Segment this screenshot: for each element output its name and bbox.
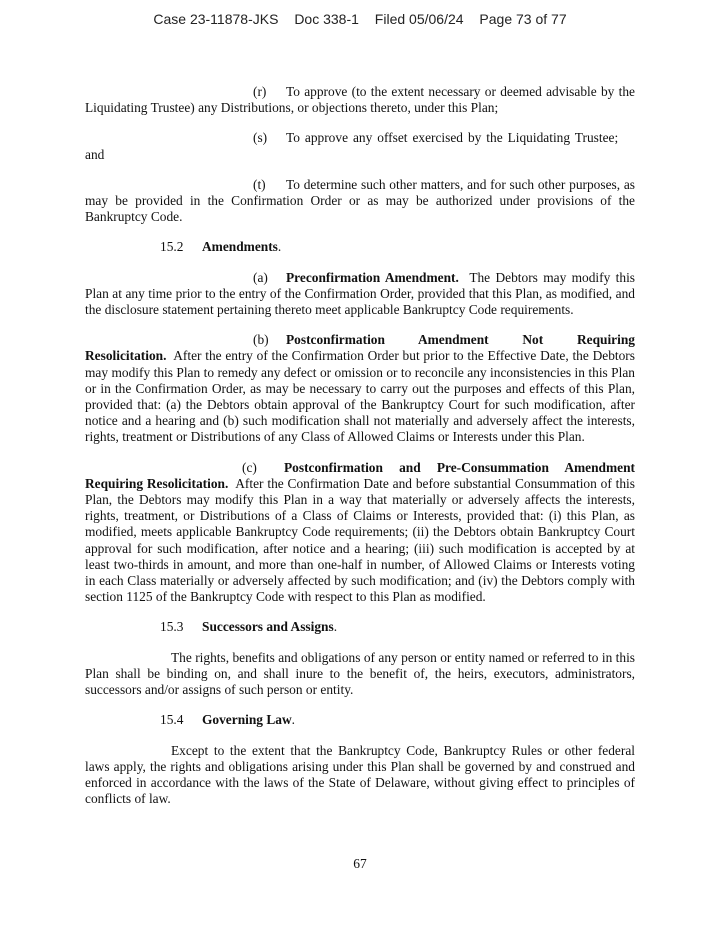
item-s-text: To approve any offset exercised by the Liquidating Trustee; and (85, 130, 619, 162)
successors-paragraph: The rights, benefits and obligations of any person or entity named or referred to in this Plan shall be binding on, and shall inure to the benefit of, the heirs, executors, administrators, successors and/or assigns of such person or entity. (85, 649, 635, 698)
amendment-c-body (85, 476, 635, 606)
document-body (85, 84, 635, 821)
item-r-text: To approve (to the extent necessary or deemed advisable by the Liquidating Trustee) any Distributions, or objections thereto, under this Plan; (85, 84, 635, 116)
amendment-b-text: After the entry of the Confirmation Order but prior to the Effective Date, the Debtors may modify this Plan to remedy any defect or omission or to reconcile any inconsistencies in this Plan or in the Confirmation Order, as may be necessary to carry out the purposes and effects of this Plan, provided that: (a) the Debtors obtain approval of the Bankruptcy Court for such modification, after notice and a hearing and (b) such modification shall not materially and adversely affect the interests, rights, treatment or Distributions of any Class of Allowed Claims or Interests under this Plan. (85, 348, 635, 445)
amendment-b-heading: Postconfirmation Amendment Not Requiring (286, 332, 635, 348)
amendment-c-text: After the Confirmation Date and before substantial Consummation of this Plan, the Debtors may modify this Plan in a way that materially or adversely affects the interests, rights, treatment, or Distributions of a Class of Claims or Interests, provided that: (i) this Plan, as modified, meets applicable Bankruptcy Code requirements; (ii) the Debtors obtain Bankruptcy Court approval for such modification, after notice and a hearing; (iii) such modification is accepted by at least two-thirds in amount, and more than one-half in number, of Allowed Claims or Interests voting in each Class materially or adversely affected by such modification; and (iv) the Debtors comply with section 1125 of the Bankruptcy Code with respect to this Plan as modified. (85, 475, 635, 605)
section-15-2-heading: 15.2 Amendments. (160, 239, 282, 255)
section-15-3-heading: 15.3 Successors and Assigns. (160, 619, 338, 635)
section-title: Governing Law (202, 712, 292, 728)
section-title: Successors and Assigns (202, 619, 334, 635)
case-header (0, 11, 720, 27)
item-t-text: To determine such other matters, and for such other purposes, as may be provided in the Confirmation Order or as may be authorized under provisions of the Bankruptcy Code. (85, 176, 635, 225)
amendment-b-heading-line (85, 332, 635, 348)
item-s (85, 130, 635, 162)
section-number: 15.2 (160, 239, 184, 255)
item-t-label: (t) (253, 176, 266, 192)
amendment-b-heading-cont: Resolicitation. (85, 348, 167, 364)
section-15-4-heading: 15.4 Governing Law. (160, 712, 296, 728)
case-number: Case 23-11878-JKS (153, 11, 279, 27)
item-t (85, 177, 635, 226)
amendment-b-body (85, 348, 635, 445)
governing-law-paragraph: Except to the extent that the Bankruptcy Code, Bankruptcy Rules or other federal laws apply, the rights and obligations arising under this Plan shall be governed by and construed and enforced in accordance with the laws of the State of Delaware, without giving effect to principles of conflicts of law. (85, 742, 635, 807)
amendment-c-heading-cont: Requiring Resolicitation. (85, 475, 229, 491)
amendment-a-heading: Preconfirmation Amendment. (286, 269, 459, 285)
filed-date: Filed 05/06/24 (374, 11, 464, 27)
page-number: 67 (353, 856, 367, 871)
amendment-c-label: (c) (242, 459, 257, 475)
amendment-b-label: (b) (253, 332, 269, 348)
section-title: Amendments (202, 239, 278, 255)
amendment-c (85, 460, 635, 606)
amendment-c-heading: Postconfirmation and Pre-Consummation Amendment (284, 459, 635, 475)
doc-number: Doc 338-1 (294, 11, 359, 27)
amendment-c-heading-line (85, 460, 635, 476)
section-number: 15.4 (160, 712, 184, 728)
amendment-a-text: The Debtors may modify this Plan at any time prior to the entry of the Confirmation Order, provided that this Plan, as modified, and the disclosure statement pertaining thereto meet applicable Bankruptcy Code requirements. (85, 269, 636, 318)
amendment-b (85, 332, 635, 445)
item-r (85, 84, 635, 116)
amendment-a-label: (a) (253, 269, 268, 285)
item-r-label: (r) (253, 84, 267, 99)
amendment-a (85, 270, 635, 319)
section-number: 15.3 (160, 619, 184, 635)
page-count: Page 73 of 77 (479, 11, 567, 27)
item-s-label: (s) (253, 130, 268, 146)
